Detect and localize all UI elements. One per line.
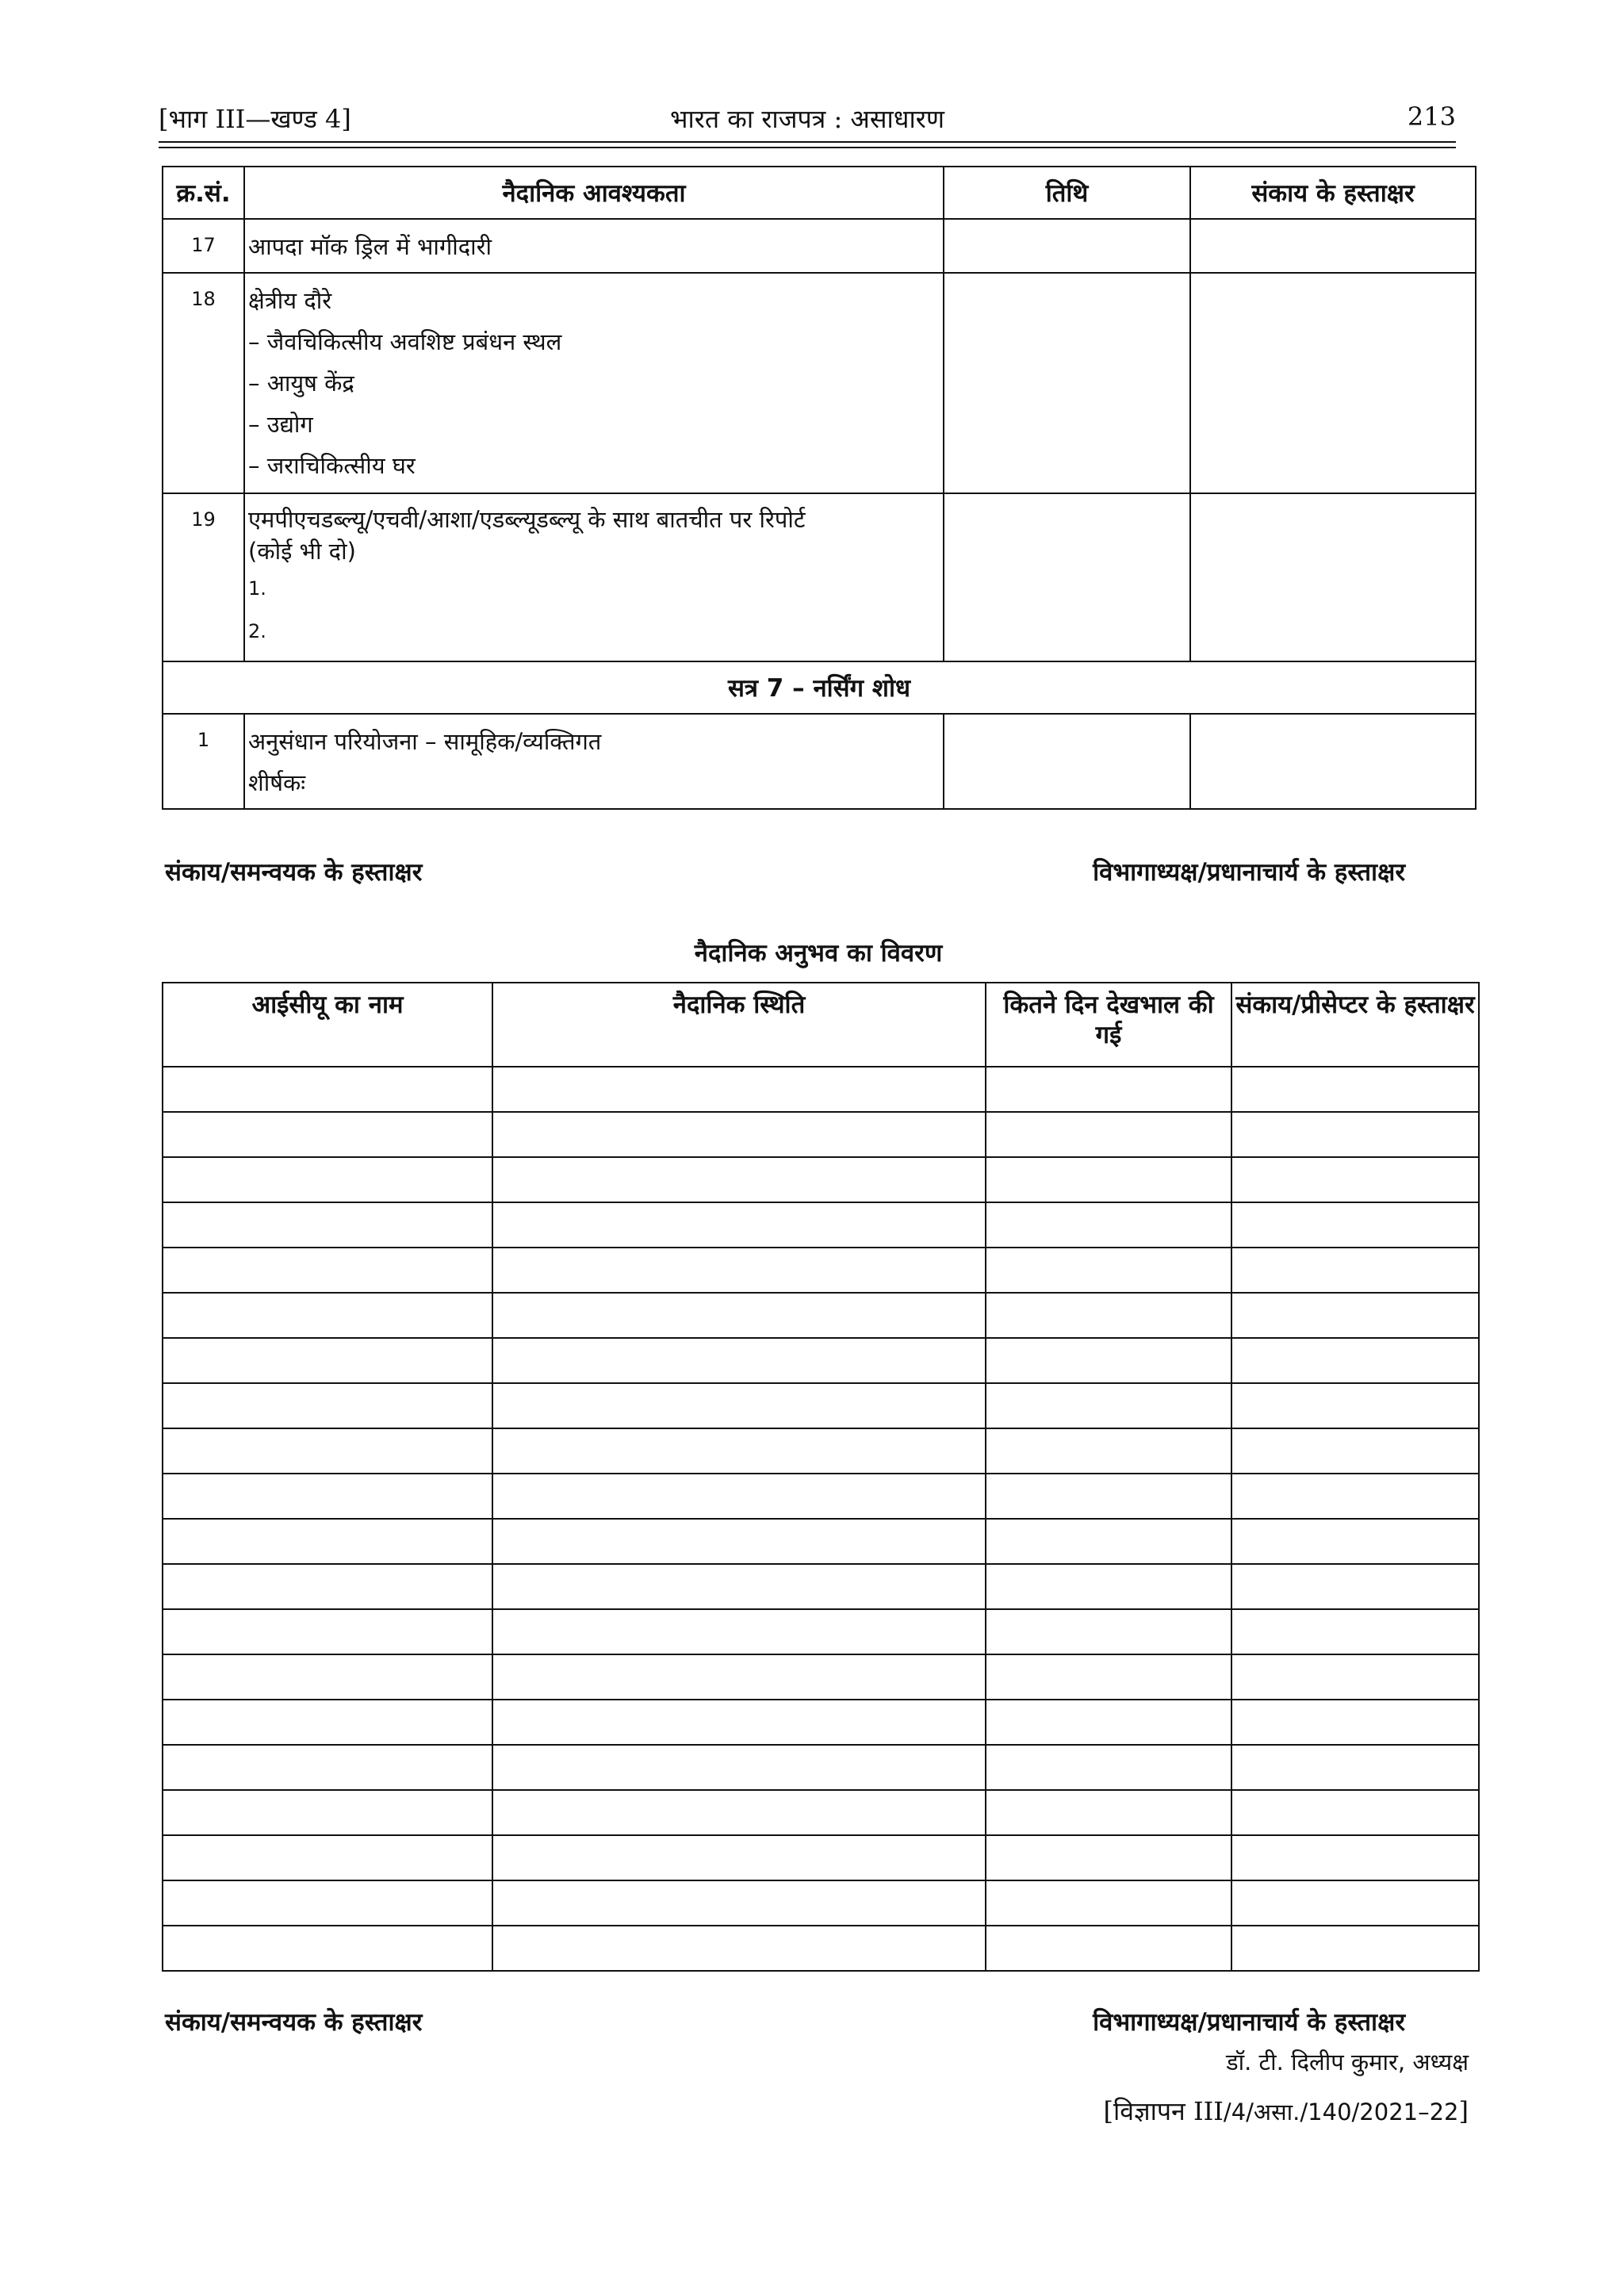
blank-cell	[163, 1293, 492, 1338]
table-row	[163, 219, 1476, 273]
blank-cell	[1231, 1564, 1479, 1609]
clinical-requirements-table	[162, 166, 1477, 810]
blank-cell	[1231, 1112, 1479, 1157]
table-row	[163, 1202, 1479, 1248]
blank-cell	[163, 1835, 492, 1880]
blank-cell	[163, 1474, 492, 1519]
blank-cell	[986, 1474, 1231, 1519]
blank-cell	[986, 1745, 1231, 1790]
requirement-line: 2.	[248, 620, 266, 642]
advt-rest: /4/असा./140/2021–22	[1223, 2099, 1459, 2125]
blank-cell	[986, 1835, 1231, 1880]
table-row	[163, 1067, 1479, 1112]
requirement-line: – जैवचिकित्सीय अवशिष्ट प्रबंधन स्थल	[248, 328, 562, 355]
header-page-number: 213	[1407, 102, 1456, 132]
signature-cell	[1190, 714, 1476, 809]
requirement-line: – जराचिकित्सीय घर	[248, 452, 416, 479]
signature-cell	[1190, 219, 1476, 273]
blank-cell	[986, 1112, 1231, 1157]
clinical-experience-table	[162, 982, 1480, 1972]
page-header	[159, 102, 1456, 146]
blank-cell	[1231, 1248, 1479, 1293]
blank-cell	[986, 1564, 1231, 1609]
table-row	[163, 1157, 1479, 1202]
hod-principal-signature: विभागाध्यक्ष/प्रधानाचार्य के हस्ताक्षर	[1093, 858, 1405, 887]
requirement-line: 1.	[248, 577, 266, 600]
advt-roman: III	[1193, 2096, 1224, 2126]
blank-cell	[1231, 1790, 1479, 1835]
requirement-line: (कोई भी दो)	[248, 538, 356, 565]
blank-cell	[1231, 1428, 1479, 1474]
table-row	[163, 1248, 1479, 1293]
blank-cell	[492, 1157, 986, 1202]
date-cell	[944, 273, 1190, 493]
blank-cell	[986, 1700, 1231, 1745]
requirement-cell	[244, 219, 944, 273]
blank-cell	[986, 1790, 1231, 1835]
faculty-coordinator-signature: संकाय/समन्वयक के हस्ताक्षर	[165, 2008, 423, 2037]
table-row	[163, 1700, 1479, 1745]
blank-cell	[163, 1248, 492, 1293]
blank-cell	[1231, 1654, 1479, 1700]
blank-cell	[986, 1293, 1231, 1338]
blank-cell	[986, 1248, 1231, 1293]
session-heading-row	[163, 661, 1476, 714]
column-header: नैदानिक स्थिति	[492, 983, 986, 1067]
column-header: क्र.सं.	[163, 167, 244, 219]
blank-cell	[492, 1835, 986, 1880]
blank-cell	[163, 1745, 492, 1790]
blank-cell	[492, 1248, 986, 1293]
blank-cell	[163, 1790, 492, 1835]
table-row	[163, 273, 1476, 493]
blank-cell	[492, 1474, 986, 1519]
advt-close: ]	[1458, 2096, 1469, 2126]
column-header: नैदानिक आवश्यकता	[244, 167, 944, 219]
table-row	[163, 1383, 1479, 1428]
table-row	[163, 493, 1476, 661]
blank-cell	[163, 1157, 492, 1202]
requirement-cell	[244, 493, 944, 661]
session-heading: सत्र 7 – नर्सिंग शोध	[163, 661, 1476, 714]
table-row	[163, 1926, 1479, 1971]
table-row	[163, 1428, 1479, 1474]
faculty-coordinator-signature: संकाय/समन्वयक के हस्ताक्षर	[165, 858, 423, 887]
requirement-line: आपदा मॉक ड्रिल में भागीदारी	[248, 233, 492, 260]
blank-cell	[1231, 1067, 1479, 1112]
blank-cell	[1231, 1338, 1479, 1383]
blank-cell	[1231, 1835, 1479, 1880]
blank-cell	[163, 1383, 492, 1428]
column-header: संकाय/प्रीसेप्टर के हस्ताक्षर	[1231, 983, 1479, 1067]
blank-cell	[1231, 1157, 1479, 1202]
table-row	[163, 1474, 1479, 1519]
blank-cell	[492, 1519, 986, 1564]
serial-number: 1	[163, 714, 244, 809]
blank-cell	[1231, 1926, 1479, 1971]
table-row	[163, 1835, 1479, 1880]
table-row	[163, 1112, 1479, 1157]
signature-cell	[1190, 493, 1476, 661]
blank-cell	[986, 1880, 1231, 1926]
requirement-line: – आयुष केंद्र	[248, 370, 354, 397]
table-row	[163, 1564, 1479, 1609]
header-rule-bottom	[159, 147, 1456, 148]
table-header-row	[163, 167, 1476, 219]
blank-cell	[1231, 1202, 1479, 1248]
hod-principal-signature: विभागाध्यक्ष/प्रधानाचार्य के हस्ताक्षर	[1093, 2008, 1405, 2037]
column-header: कितने दिन देखभाल की गई	[986, 983, 1231, 1067]
blank-cell	[163, 1202, 492, 1248]
blank-cell	[986, 1338, 1231, 1383]
column-header: संकाय के हस्ताक्षर	[1190, 167, 1476, 219]
table-header-row	[163, 983, 1479, 1067]
blank-cell	[1231, 1293, 1479, 1338]
blank-cell	[492, 1609, 986, 1654]
blank-cell	[492, 1745, 986, 1790]
blank-cell	[492, 1293, 986, 1338]
blank-cell	[492, 1112, 986, 1157]
blank-cell	[986, 1519, 1231, 1564]
blank-cell	[1231, 1609, 1479, 1654]
serial-number: 18	[163, 273, 244, 493]
blank-cell	[163, 1428, 492, 1474]
blank-cell	[1231, 1745, 1479, 1790]
serial-number: 19	[163, 493, 244, 661]
officer-name: डॉ. टी. दिलीप कुमार, अध्यक्ष	[1226, 2049, 1469, 2076]
blank-cell	[163, 1926, 492, 1971]
header-rule-top	[159, 141, 1456, 143]
blank-cell	[163, 1338, 492, 1383]
date-cell	[944, 219, 1190, 273]
blank-cell	[1231, 1519, 1479, 1564]
table-row	[163, 1745, 1479, 1790]
blank-cell	[1231, 1880, 1479, 1926]
blank-cell	[492, 1880, 986, 1926]
clinical-experience-title: नैदानिक अनुभव का विवरण	[694, 939, 943, 968]
blank-cell	[986, 1609, 1231, 1654]
serial-number: 17	[163, 219, 244, 273]
blank-cell	[163, 1700, 492, 1745]
table-row	[163, 1609, 1479, 1654]
date-cell	[944, 493, 1190, 661]
requirement-line: एमपीएचडब्ल्यू/एचवी/आशा/एडब्ल्यूडब्ल्यू के साथ बातचीत पर रिपोर्ट	[248, 506, 806, 533]
blank-cell	[986, 1067, 1231, 1112]
blank-cell	[492, 1564, 986, 1609]
table-row	[163, 1293, 1479, 1338]
blank-cell	[163, 1564, 492, 1609]
blank-cell	[1231, 1383, 1479, 1428]
blank-cell	[163, 1112, 492, 1157]
requirement-line: शीर्षकः	[248, 769, 306, 796]
requirement-line: अनुसंधान परियोजना – सामूहिक/व्यक्तिगत	[248, 728, 602, 755]
requirement-cell	[244, 273, 944, 493]
clinical-experience-body	[163, 1067, 1479, 1971]
table-row	[163, 714, 1476, 809]
signature-cell	[1190, 273, 1476, 493]
column-header: तिथि	[944, 167, 1190, 219]
blank-cell	[986, 1926, 1231, 1971]
blank-cell	[986, 1654, 1231, 1700]
column-header: आईसीयू का नाम	[163, 983, 492, 1067]
blank-cell	[492, 1202, 986, 1248]
requirement-cell	[244, 714, 944, 809]
table-row	[163, 1880, 1479, 1926]
blank-cell	[163, 1609, 492, 1654]
blank-cell	[1231, 1474, 1479, 1519]
blank-cell	[492, 1067, 986, 1112]
blank-cell	[163, 1067, 492, 1112]
table-row	[163, 1654, 1479, 1700]
requirement-line: – उद्योग	[248, 411, 313, 438]
blank-cell	[492, 1926, 986, 1971]
blank-cell	[492, 1428, 986, 1474]
table-row	[163, 1519, 1479, 1564]
blank-cell	[986, 1383, 1231, 1428]
advertisement-reference	[1104, 2094, 1469, 2128]
blank-cell	[986, 1157, 1231, 1202]
header-section-label: [भाग III—खण्ड 4]	[159, 104, 351, 134]
blank-cell	[492, 1790, 986, 1835]
blank-cell	[163, 1519, 492, 1564]
blank-cell	[1231, 1700, 1479, 1745]
blank-cell	[492, 1654, 986, 1700]
blank-cell	[492, 1700, 986, 1745]
header-gazette-title: भारत का राजपत्र : असाधारण	[670, 104, 944, 134]
blank-cell	[492, 1383, 986, 1428]
table-row	[163, 1338, 1479, 1383]
requirement-line: क्षेत्रीय दौरे	[248, 287, 332, 314]
date-cell	[944, 714, 1190, 809]
blank-cell	[163, 1880, 492, 1926]
blank-cell	[163, 1654, 492, 1700]
blank-cell	[986, 1202, 1231, 1248]
blank-cell	[492, 1338, 986, 1383]
advt-open: [विज्ञापन	[1103, 2096, 1193, 2126]
table-row	[163, 1790, 1479, 1835]
blank-cell	[986, 1428, 1231, 1474]
